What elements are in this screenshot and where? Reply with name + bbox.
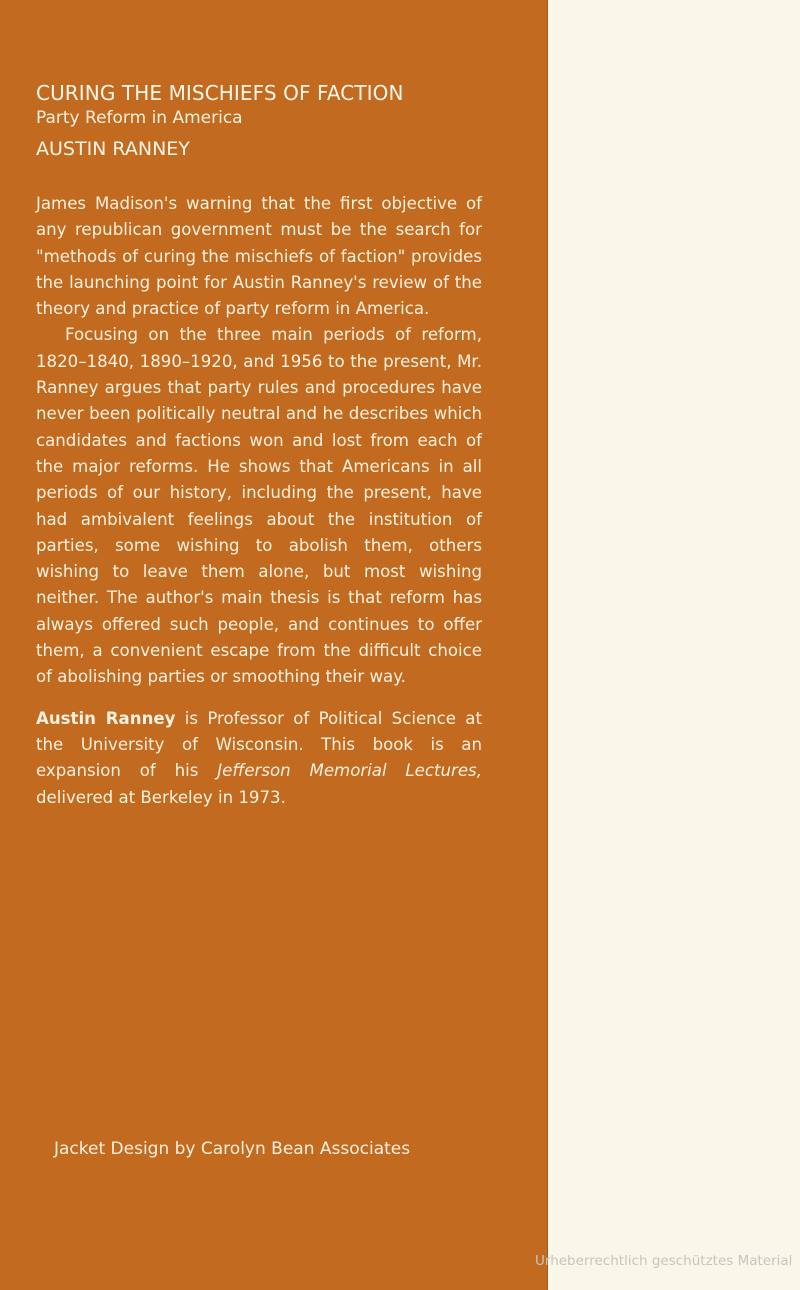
- author-bio-text-end: delivered at Berkeley in 1973.: [36, 787, 286, 807]
- author-bio-text: is Professor of Political Science at the University of Wisconsin. This book is an expansion of his: [36, 708, 482, 781]
- book-author: AUSTIN RANNEY: [36, 138, 190, 160]
- author-bio-name: Austin Ranney: [36, 708, 176, 728]
- book-description: [36, 191, 482, 691]
- copyright-watermark: Urheberrechtlich geschütztes Material: [535, 1253, 793, 1269]
- book-subtitle: Party Reform in America: [36, 108, 243, 128]
- jacket-design-credit: Jacket Design by Carolyn Bean Associates: [54, 1139, 411, 1159]
- description-paragraph-2: Focusing on the three main periods of reform, 1820–1840, 1890–1920, and 1956 to the present, Mr. Ranney argues that party rules and procedures have never been politically neutral and he describes which candidates and factions won and lost from each of the major reforms. He shows that Americans in all periods of our history, including the present, have had ambivalent feelings about the institution of parties, some wishing to abolish them, others wishing to leave them alone, but most wishing neither. The author's main thesis is that reform has always offered such people, and continues to offer them, a convenient escape from the difficult choice of abolishing parties or smoothing their way.: [36, 325, 482, 687]
- lecture-series-title: Jefferson Memorial Lectures,: [217, 761, 482, 781]
- jacket-text-block: [36, 80, 482, 827]
- author-bio: [36, 706, 482, 811]
- book-title: CURING THE MISCHIEFS OF FACTION: [36, 81, 404, 105]
- description-paragraph-1: James Madison's warning that the first objective of any republican government must be the search for "methods of curing the mischiefs of faction" provides the launching point for Austin Ranney's review of the theory and practice of party reform in America.: [36, 194, 482, 319]
